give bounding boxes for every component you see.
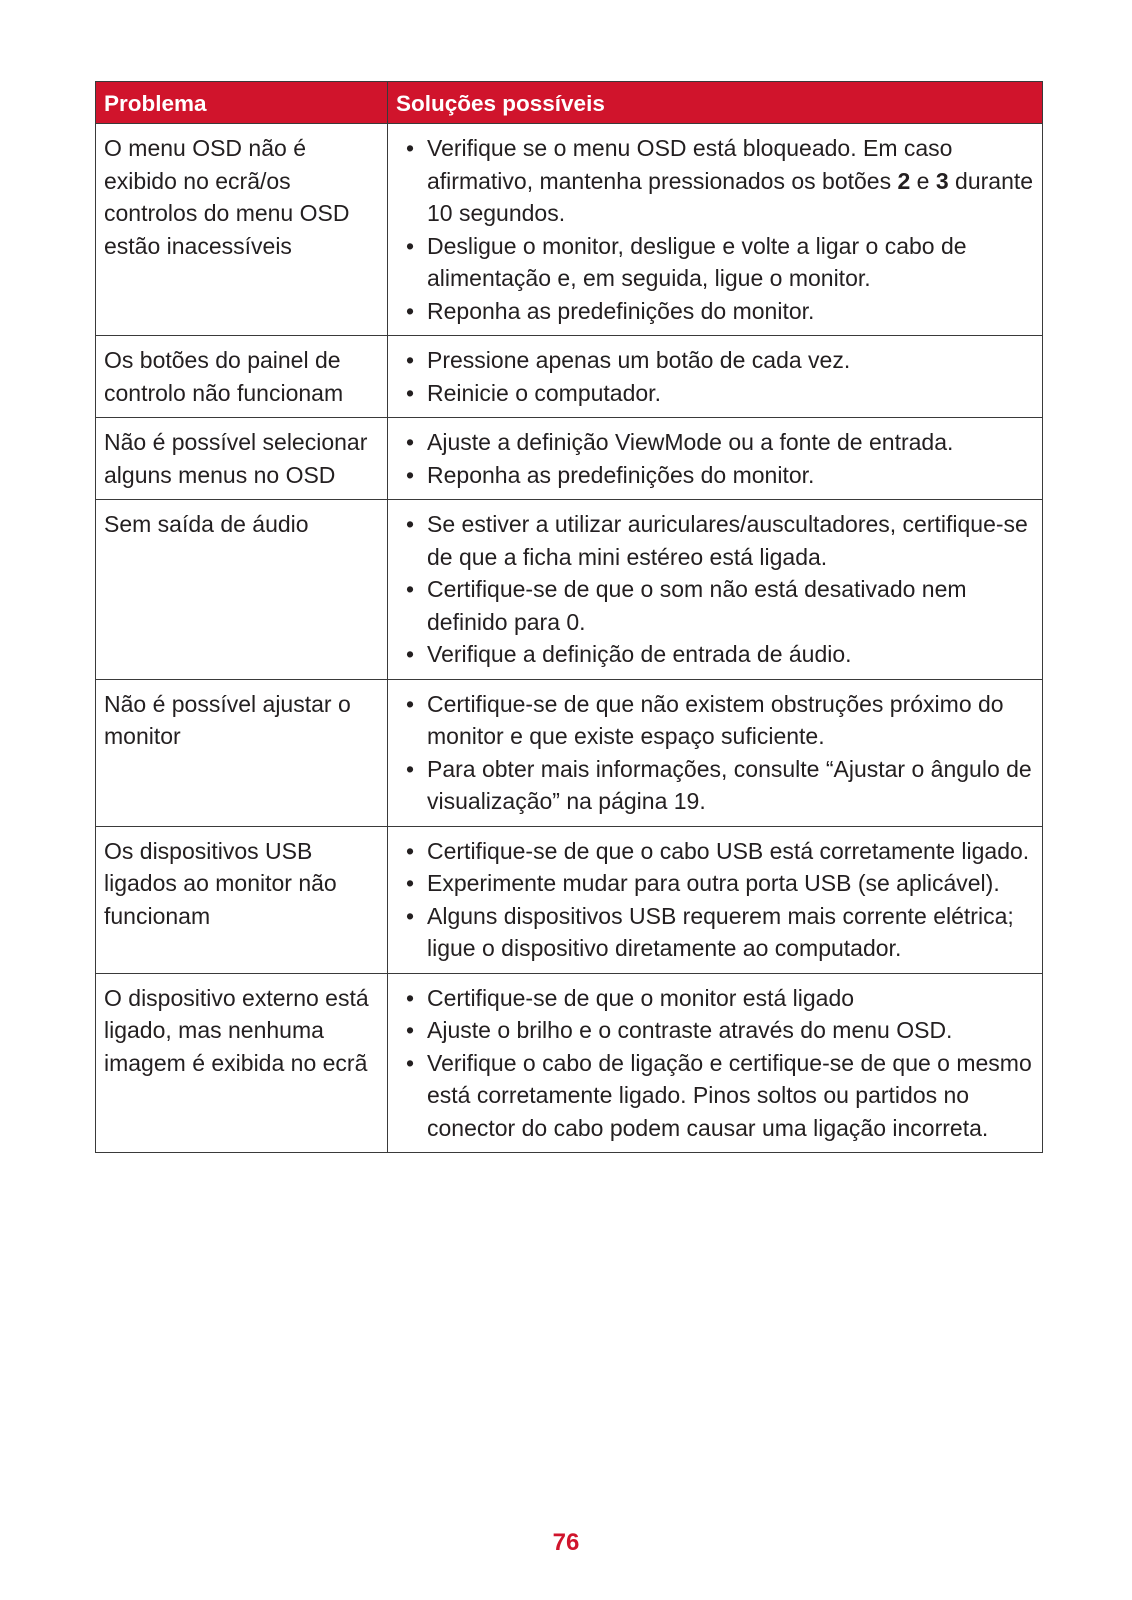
table-row	[96, 124, 1043, 336]
solution-text: Ajuste o brilho e o contraste através do menu OSD.	[427, 1017, 953, 1043]
solution-text: Reponha as predefinições do monitor.	[427, 297, 815, 324]
solution-item	[396, 1014, 1035, 1047]
solutions-list	[396, 688, 1035, 818]
problem-cell: Sem saída de áudio	[96, 500, 388, 680]
solutions-list	[396, 426, 1035, 491]
solution-text: Verifique a definição de entrada de áudio.	[427, 641, 852, 667]
solution-text: Verifique se o menu OSD está bloqueado. Em caso afirmativo, mantenha pressionados os botões	[427, 135, 953, 194]
table-header-row	[96, 82, 1043, 124]
page-number: 76	[552, 1529, 580, 1556]
header-problem: Problema	[96, 82, 388, 124]
solution-text: e	[910, 167, 936, 194]
solution-item	[396, 508, 1035, 573]
solution-text: Alguns dispositivos USB requerem mais corrente elétrica; ligue o dispositivo diretamente ao computador.	[427, 902, 1014, 961]
bullet-icon: •	[406, 690, 415, 717]
bullet-icon: •	[406, 347, 415, 373]
solution-text: Certifique-se de que não existem obstruções próximo do monitor e que existe espaço suficiente.	[427, 690, 1004, 749]
table-row	[96, 500, 1043, 680]
solution-item	[396, 459, 1035, 492]
solution-text: Ajuste a definição ViewMode ou a fonte de entrada.	[427, 429, 954, 455]
solutions-cell	[388, 124, 1043, 336]
table-row	[96, 418, 1043, 500]
button-number: 2	[897, 167, 911, 194]
solution-item	[396, 573, 1035, 638]
solution-text: Reponha as predefinições do monitor.	[427, 461, 815, 488]
solution-item	[396, 638, 1035, 671]
solutions-cell	[388, 826, 1043, 973]
solutions-cell	[388, 500, 1043, 680]
solution-item	[396, 377, 1035, 410]
table-row	[96, 826, 1043, 973]
bullet-icon: •	[406, 232, 415, 259]
bullet-icon: •	[406, 984, 415, 1011]
solution-item	[396, 688, 1035, 753]
solution-text: Reinicie o computador.	[427, 379, 661, 406]
problem-cell: Os botões do painel de controlo não funcionam	[96, 336, 388, 418]
solution-text: Verifique o cabo de ligação e certifique-se de que o mesmo está corretamente ligado. Pinos soltos ou partidos no conector do cabo podem causar uma ligação incorreta.	[427, 1049, 1032, 1141]
table-body	[96, 124, 1043, 1153]
solution-text: Pressione apenas um botão de cada vez.	[427, 347, 851, 373]
solutions-list	[396, 344, 1035, 409]
problem-cell: Não é possível ajustar o monitor	[96, 679, 388, 826]
solutions-cell	[388, 336, 1043, 418]
solutions-list	[396, 982, 1035, 1145]
bullet-icon: •	[406, 576, 415, 602]
bullet-icon: •	[406, 135, 415, 161]
bullet-icon: •	[406, 1049, 415, 1076]
solution-text: Se estiver a utilizar auriculares/auscultadores, certifique-se de que a ficha mini estéreo está ligada.	[427, 511, 1028, 570]
bullet-icon: •	[406, 379, 415, 406]
solution-item	[396, 344, 1035, 377]
problem-cell: O dispositivo externo está ligado, mas nenhuma imagem é exibida no ecrã	[96, 973, 388, 1153]
solutions-list	[396, 508, 1035, 671]
solution-text: Certifique-se de que o som não está desativado nem definido para 0.	[427, 576, 967, 635]
troubleshooting-table	[95, 81, 1043, 1153]
solution-item	[396, 835, 1035, 868]
bullet-icon: •	[406, 837, 415, 864]
solution-text: Para obter mais informações, consulte “Ajustar o ângulo de visualização” na página 19.	[427, 755, 1032, 814]
bullet-icon: •	[406, 641, 415, 667]
solution-item	[396, 900, 1035, 965]
bullet-icon: •	[406, 1017, 415, 1043]
solution-text: Certifique-se de que o cabo USB está corretamente ligado.	[427, 837, 1030, 864]
button-number: 3	[935, 167, 949, 194]
solution-item	[396, 230, 1035, 295]
problem-cell: O menu OSD não é exibido no ecrã/os controlos do menu OSD estão inacessíveis	[96, 124, 388, 336]
table-row	[96, 679, 1043, 826]
solution-item	[396, 1047, 1035, 1145]
table-row	[96, 336, 1043, 418]
problem-cell: Os dispositivos USB ligados ao monitor não funcionam	[96, 826, 388, 973]
solution-text: Experimente mudar para outra porta USB (se aplicável).	[427, 870, 1000, 896]
bullet-icon: •	[406, 755, 415, 782]
solutions-cell	[388, 418, 1043, 500]
bullet-icon: •	[406, 870, 415, 896]
header-solutions: Soluções possíveis	[388, 82, 1043, 124]
solution-item	[396, 295, 1035, 328]
solution-item	[396, 426, 1035, 459]
bullet-icon: •	[406, 429, 415, 455]
solutions-list	[396, 835, 1035, 965]
bullet-icon: •	[406, 297, 415, 324]
solution-text: Certifique-se de que o monitor está ligado	[427, 984, 855, 1011]
solutions-cell	[388, 679, 1043, 826]
problem-cell: Não é possível selecionar alguns menus no OSD	[96, 418, 388, 500]
solution-text: durante 10 segundos.	[427, 167, 1034, 226]
table-row	[96, 973, 1043, 1153]
bullet-icon: •	[406, 902, 415, 929]
solution-item	[396, 132, 1035, 230]
solution-item	[396, 867, 1035, 900]
bullet-icon: •	[406, 461, 415, 488]
solution-text: Desligue o monitor, desligue e volte a ligar o cabo de alimentação e, em seguida, ligue o monitor.	[427, 232, 967, 291]
bullet-icon: •	[406, 511, 415, 537]
solutions-cell	[388, 973, 1043, 1153]
solutions-list	[396, 132, 1035, 327]
solution-item	[396, 753, 1035, 818]
solution-item	[396, 982, 1035, 1015]
